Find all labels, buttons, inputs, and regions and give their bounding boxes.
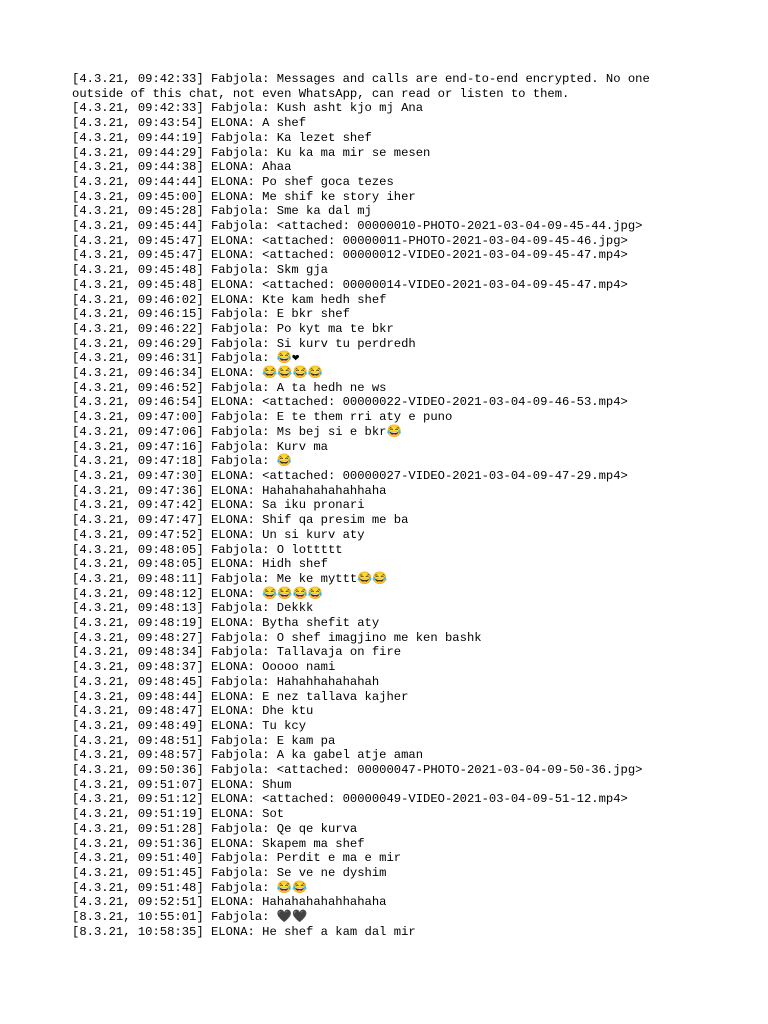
chat-line: [4.3.21, 09:45:47] ELONA: <attached: 00000011-PHOTO-2021-03-04-09-45-46.jpg> [72,233,628,248]
chat-line: [4.3.21, 09:51:40] Fabjola: Perdit e ma e mir [72,851,402,866]
chat-line: [4.3.21, 09:47:42] ELONA: Sa iku pronari [72,498,365,513]
chat-line: [4.3.21, 09:48:27] Fabjola: O shef imagjino me ken bashk [72,630,482,645]
chat-line: [4.3.21, 09:51:07] ELONA: Shum [72,777,292,792]
chat-line: [4.3.21, 09:46:54] ELONA: <attached: 00000022-VIDEO-2021-03-04-09-46-53.mp4> [72,395,628,410]
chat-line: [4.3.21, 09:47:36] ELONA: Hahahahahahahhaha [72,483,387,498]
chat-line: [4.3.21, 09:46:34] ELONA: 😂😂😂😂 [72,366,323,381]
chat-line: [4.3.21, 09:48:19] ELONA: Bytha shefit aty [72,616,380,631]
chat-line: [4.3.21, 09:48:47] ELONA: Dhe ktu [72,704,314,719]
chat-line: [4.3.21, 09:48:51] Fabjola: E kam pa [72,733,336,748]
chat-line: [4.3.21, 09:44:38] ELONA: Ahaa [72,160,292,175]
chat-line: [4.3.21, 09:46:22] Fabjola: Po kyt ma te bkr [72,321,394,336]
chat-line: [4.3.21, 09:46:02] ELONA: Kte kam hedh shef [72,292,387,307]
chat-line: [4.3.21, 09:48:12] ELONA: 😂😂😂😂 [72,586,323,601]
chat-line: [8.3.21, 10:58:35] ELONA: He shef a kam dal mir [72,924,416,939]
chat-line: [8.3.21, 10:55:01] Fabjola: 🖤🖤 [72,910,308,925]
chat-line: [4.3.21, 09:45:48] ELONA: <attached: 00000014-VIDEO-2021-03-04-09-45-47.mp4> [72,277,628,292]
chat-line: [4.3.21, 09:48:05] Fabjola: O lottttt [72,542,343,557]
chat-line: [4.3.21, 09:45:47] ELONA: <attached: 00000012-VIDEO-2021-03-04-09-45-47.mp4> [72,248,628,263]
chat-line: [4.3.21, 09:45:00] ELONA: Me shif ke story iher [72,189,416,204]
chat-line: [4.3.21, 09:45:44] Fabjola: <attached: 00000010-PHOTO-2021-03-04-09-45-44.jpg> [72,219,643,234]
chat-line: outside of this chat, not even WhatsApp, can read or listen to them. [72,86,570,101]
chat-line: [4.3.21, 09:51:48] Fabjola: 😂😂 [72,880,308,895]
chat-line: [4.3.21, 09:46:52] Fabjola: A ta hedh ne ws [72,380,387,395]
chat-line: [4.3.21, 09:45:48] Fabjola: Skm gja [72,263,328,278]
chat-line: [4.3.21, 09:44:19] Fabjola: Ka lezet shef [72,130,372,145]
chat-line: [4.3.21, 09:46:29] Fabjola: Si kurv tu perdredh [72,336,416,351]
chat-line: [4.3.21, 09:48:13] Fabjola: Dekkk [72,601,314,616]
chat-line: [4.3.21, 09:52:51] ELONA: Hahahahahahhahaha [72,895,387,910]
chat-line: [4.3.21, 09:48:49] ELONA: Tu kcy [72,718,307,733]
chat-line: [4.3.21, 09:46:31] Fabjola: 😂❤ [72,351,300,366]
chat-line: [4.3.21, 09:51:19] ELONA: Sot [72,807,285,822]
chat-line: [4.3.21, 09:47:00] Fabjola: E te them rri aty e puno [72,410,453,425]
chat-line: [4.3.21, 09:47:47] ELONA: Shif qa presim me ba [72,513,409,528]
chat-line: [4.3.21, 09:47:30] ELONA: <attached: 00000027-VIDEO-2021-03-04-09-47-29.mp4> [72,468,628,483]
chat-line: [4.3.21, 09:48:11] Fabjola: Me ke myttt😂😂 [72,571,388,586]
chat-line: [4.3.21, 09:50:36] Fabjola: <attached: 00000047-PHOTO-2021-03-04-09-50-36.jpg> [72,763,643,778]
chat-line: [4.3.21, 09:48:37] ELONA: Ooooo nami [72,660,336,675]
chat-line: [4.3.21, 09:44:29] Fabjola: Ku ka ma mir se mesen [72,145,431,160]
chat-line: [4.3.21, 09:48:57] Fabjola: A ka gabel atje aman [72,748,424,763]
chat-line: [4.3.21, 09:45:28] Fabjola: Sme ka dal mj [72,204,372,219]
chat-log-text [72,72,712,939]
chat-line: [4.3.21, 09:42:33] Fabjola: Messages and calls are end-to-end encrypted. No one [72,72,650,86]
chat-line: [4.3.21, 09:48:05] ELONA: Hidh shef [72,557,328,572]
chat-line: [4.3.21, 09:48:44] ELONA: E nez tallava kajher [72,689,409,704]
chat-line: [4.3.21, 09:42:33] Fabjola: Kush asht kjo mj Ana [72,101,424,116]
chat-line: [4.3.21, 09:46:15] Fabjola: E bkr shef [72,307,350,322]
chat-line: [4.3.21, 09:48:34] Fabjola: Tallavaja on fire [72,645,402,660]
chat-line: [4.3.21, 09:44:44] ELONA: Po shef goca tezes [72,174,394,189]
chat-line: [4.3.21, 09:51:12] ELONA: <attached: 00000049-VIDEO-2021-03-04-09-51-12.mp4> [72,792,628,807]
chat-line: [4.3.21, 09:51:45] Fabjola: Se ve ne dyshim [72,865,387,880]
chat-line: [4.3.21, 09:47:16] Fabjola: Kurv ma [72,439,328,454]
chat-line: [4.3.21, 09:47:18] Fabjola: 😂 [72,454,292,469]
chat-line: [4.3.21, 09:48:45] Fabjola: Hahahhahahahah [72,674,380,689]
chat-line: [4.3.21, 09:51:36] ELONA: Skapem ma shef [72,836,365,851]
chat-line: [4.3.21, 09:47:06] Fabjola: Ms bej si e bkr😂 [72,424,402,439]
chat-line: [4.3.21, 09:43:54] ELONA: A shef [72,116,307,131]
chat-line: [4.3.21, 09:47:52] ELONA: Un si kurv aty [72,527,365,542]
chat-line: [4.3.21, 09:51:28] Fabjola: Qe qe kurva [72,821,358,836]
